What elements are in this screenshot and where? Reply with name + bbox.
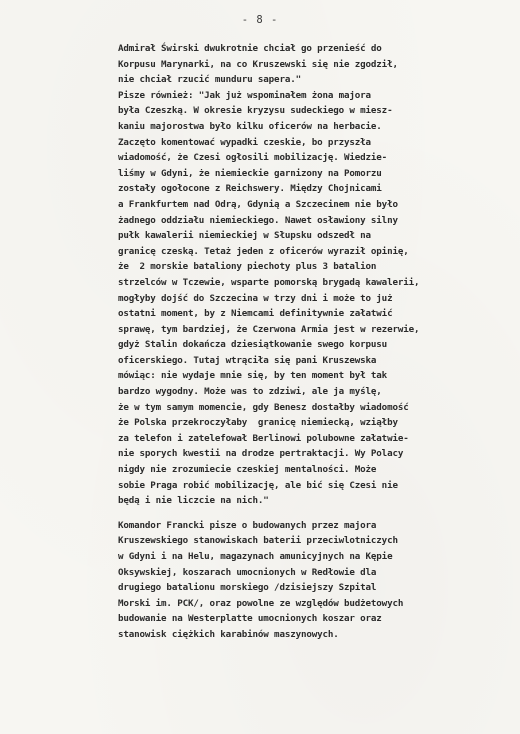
text-line: budowanie na Westerplatte umocnionych koszar oraz [118,613,382,625]
text-line: stanowisk ciężkich karabinów maszynowych. [118,628,339,640]
text-line: żadnego oddziału niemieckiego. Nawet osławiony silny [118,214,398,226]
text-line: kaniu majorostwa było kilku oficerów na herbacie. [118,120,382,132]
paragraph-1 [118,41,488,509]
text-line: liśmy w Gdyni, że niemieckie garnizony na Pomorzu [118,167,382,179]
text-line: że 2 morskie bataliony piechoty plus 3 batalion [118,261,377,273]
text-line: nie sporych kwestii na drodze pertraktacji. Wy Polacy [118,448,404,460]
text-line: sobie Praga robić mobilizację, ale bić się Czesi nie [118,479,398,491]
text-line: Kruszewskiego stanowiskach baterii przeciwlotniczych [118,535,398,547]
text-line: zostały ogołocone z Reichswery. Między Chojnicami [118,183,382,195]
text-line: granicę czeską. Tetaż jeden z oficerów wyraził opinię, [118,245,409,257]
text-line: ostatni moment, by z Niemcami definitywnie załatwić [118,308,393,320]
text-line: mogłyby dojść do Szczecina w trzy dni i może to już [118,292,393,304]
text-line: gdyż Stalin dokańcza dziesiątkowanie swego korpusu [118,339,388,351]
text-line: drugiego batalionu morskiego /dzisiejszy Szpital [118,582,377,594]
text-line: sprawę, tym bardziej, że Czerwona Armia jest w rezerwie, [118,323,420,335]
text-line: wiadomość, że Czesi ogłosili mobilizację. Wiedzie- [118,152,388,164]
text-line: Pisze również: "Jak już wspominałem żona majora [118,89,371,101]
text-line: a Frankfurtem nad Odrą, Gdynią a Szczecinem nie było [118,198,398,210]
text-line: za telefon i zatelefował Berlinowi polubowne załatwie- [118,432,409,444]
text-line: będą i nie liczcie na nich." [118,495,269,507]
paragraph-spacer [118,509,488,518]
text-line: oficerskiego. Tutaj wtrąciła się pani Kruszewska [118,354,377,366]
text-line: Morski im. PCK/, oraz powolne ze względów budżetowych [118,597,404,609]
paragraph-2 [118,518,488,643]
document-body [118,41,488,643]
text-line: nie chciał rzucić munduru sapera." [118,74,301,86]
text-line: Komandor Francki pisze o budowanych przez majora [118,519,377,531]
text-line: pułk kawalerii niemieckiej w Słupsku odszedł na [118,230,371,242]
text-line: Korpusu Marynarki, na co Kruszewski się nie zgodził, [118,58,398,70]
text-line: że Polska przekroczyłaby granicę niemiecką, wziąłby [118,417,398,429]
text-line: że w tym samym momencie, gdy Benesz dostałby wiadomość [118,401,409,413]
text-line: Oksywskiej, koszarach umocnionych w Redłowie dla [118,566,377,578]
text-line: Admirał Świrski dwukrotnie chciał go przenieść do [118,43,382,54]
text-line: Zaczęto komentować wypadki czeskie, bo przyszła [118,136,371,148]
text-line: w Gdyni i na Helu, magazynach amunicyjnych na Kępie [118,551,393,562]
page-number: - 8 - [241,14,279,26]
text-line: strzelców w Tczewie, wsparte pomorską brygadą kawalerii, [118,276,420,288]
text-line: mówiąc: nie wydaje mnie się, by ten moment był tak [118,370,388,382]
text-line: nigdy nie zrozumiecie czeskiej mentalności. Może [118,464,377,476]
text-line: bardzo wygodny. Może was to zdziwi, ale ja myślę, [118,386,382,398]
text-line: była Czeszką. W okresie kryzysu sudeckiego w miesz- [118,105,393,117]
